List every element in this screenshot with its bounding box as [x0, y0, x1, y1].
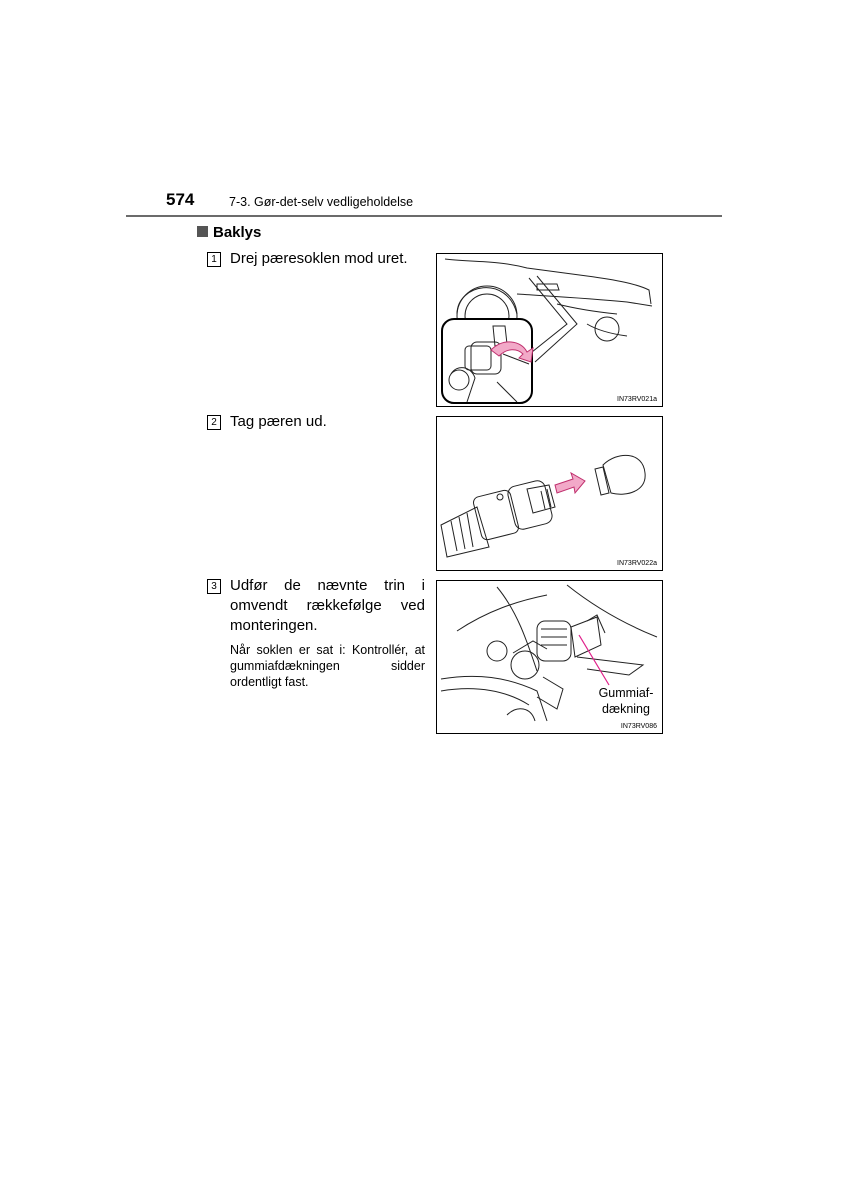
- step-3-text: Udfør de nævnte trin i omvendt rækkefølge ved monteringen.: [230, 577, 425, 634]
- bulb-icon: [595, 455, 645, 495]
- section-heading: [197, 224, 261, 241]
- header-rule: [126, 215, 722, 217]
- step-3-note: Når soklen er sat i: Kontrollér, at gummiafdækningen sidder ordentligt fast.: [230, 643, 425, 689]
- square-bullet-icon: [197, 226, 208, 237]
- figure-3-code: IN73RV086: [620, 723, 657, 730]
- figure-2-illustration: [437, 417, 663, 571]
- step-number-1: 1: [207, 252, 221, 267]
- step-2: [207, 412, 425, 432]
- step-2-text: Tag pæren ud.: [230, 413, 327, 430]
- chapter-title: 7-3. Gør-det-selv vedligeholdelse: [229, 195, 414, 209]
- figure-1-rear-bumper-socket: [436, 253, 663, 407]
- page-number: 574: [166, 190, 195, 209]
- figure-2-code: IN73RV022a: [617, 560, 657, 567]
- rubber-cover-callout: Gummiaf- dækning: [598, 686, 654, 716]
- figure-1-code: IN73RV021a: [617, 396, 657, 403]
- step-number-3: 3: [207, 579, 221, 594]
- step-1: [207, 249, 425, 269]
- pull-arrow-icon: [555, 473, 585, 493]
- step-1-text: Drej pæresoklen mod uret.: [230, 250, 408, 267]
- section-heading-text: Baklys: [213, 224, 262, 241]
- figure-1-illustration: [437, 254, 663, 407]
- step-number-2: 2: [207, 415, 221, 430]
- figure-3-rubber-cover: [436, 580, 663, 734]
- step-3: [207, 576, 425, 690]
- figure-2-bulb-removal: [436, 416, 663, 571]
